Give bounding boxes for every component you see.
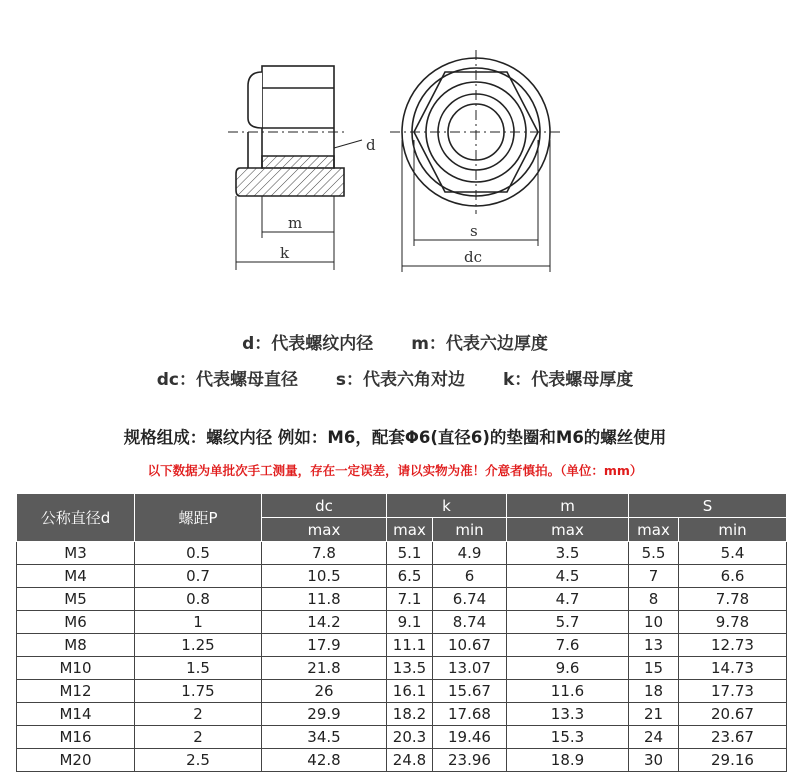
cell-s-min: 29.16: [679, 749, 787, 772]
cell-k-max: 9.1: [387, 611, 433, 634]
legend-dc: dc：代表螺母直径: [156, 370, 298, 390]
cell-k-min: 19.46: [433, 726, 507, 749]
label-k: k: [280, 244, 290, 262]
cell-s-max: 13: [629, 634, 679, 657]
cell-dc-max: 26: [262, 680, 387, 703]
cell-k-max: 24.8: [387, 749, 433, 772]
cell-m-max: 4.5: [507, 565, 629, 588]
header-k-min: min: [433, 518, 507, 542]
cell-nominal: M14: [17, 703, 135, 726]
cell-k-min: 23.96: [433, 749, 507, 772]
table-row: [17, 703, 787, 726]
cell-nominal: M16: [17, 726, 135, 749]
legend-d: d：代表螺纹内径: [242, 334, 374, 354]
cell-s-min: 12.73: [679, 634, 787, 657]
table-row: [17, 657, 787, 680]
cell-s-min: 14.73: [679, 657, 787, 680]
cell-pitch: 0.7: [135, 565, 262, 588]
cell-pitch: 1.75: [135, 680, 262, 703]
cell-s-max: 18: [629, 680, 679, 703]
cell-k-min: 10.67: [433, 634, 507, 657]
cell-s-min: 5.4: [679, 542, 787, 565]
cell-k-max: 18.2: [387, 703, 433, 726]
header-pitch: 螺距P: [135, 494, 262, 542]
cell-m-max: 15.3: [507, 726, 629, 749]
cell-k-max: 20.3: [387, 726, 433, 749]
cell-s-min: 6.6: [679, 565, 787, 588]
cell-s-max: 24: [629, 726, 679, 749]
cell-m-max: 13.3: [507, 703, 629, 726]
cell-k-min: 8.74: [433, 611, 507, 634]
label-d: d: [366, 136, 376, 154]
header-s-min: min: [679, 518, 787, 542]
cell-pitch: 2: [135, 703, 262, 726]
cell-dc-max: 11.8: [262, 588, 387, 611]
legend-s: s：代表六角对边: [335, 370, 466, 390]
cell-s-max: 7: [629, 565, 679, 588]
cell-s-max: 5.5: [629, 542, 679, 565]
legend-m: m：代表六边厚度: [411, 334, 548, 354]
cell-dc-max: 17.9: [262, 634, 387, 657]
cell-k-min: 15.67: [433, 680, 507, 703]
side-view: [228, 66, 362, 270]
cell-m-max: 3.5: [507, 542, 629, 565]
table-row: [17, 611, 787, 634]
table-row: [17, 588, 787, 611]
header-k-max: max: [387, 518, 433, 542]
table-row: [17, 726, 787, 749]
cell-k-max: 6.5: [387, 565, 433, 588]
cell-s-max: 21: [629, 703, 679, 726]
cell-pitch: 0.8: [135, 588, 262, 611]
table-body: [17, 542, 787, 772]
header-m: m: [507, 494, 629, 518]
cell-pitch: 2.5: [135, 749, 262, 772]
cell-dc-max: 10.5: [262, 565, 387, 588]
cell-s-min: 17.73: [679, 680, 787, 703]
measurement-note: 以下数据为单批次手工测量，存在一定误差，请以实物为准！介意者慎拍。（单位：mm）: [147, 463, 643, 478]
cell-k-max: 11.1: [387, 634, 433, 657]
cell-dc-max: 29.9: [262, 703, 387, 726]
cell-pitch: 1.5: [135, 657, 262, 680]
cell-pitch: 1.25: [135, 634, 262, 657]
table-row: [17, 565, 787, 588]
legend-k: k：代表螺母厚度: [502, 370, 634, 390]
table-row: [17, 749, 787, 772]
header-s-max: max: [629, 518, 679, 542]
nut-technical-drawing: [0, 0, 790, 300]
header-dc-max: max: [262, 518, 387, 542]
table-row: [17, 542, 787, 565]
cell-s-min: 20.67: [679, 703, 787, 726]
cell-s-max: 30: [629, 749, 679, 772]
cell-s-max: 15: [629, 657, 679, 680]
table-row: [17, 680, 787, 703]
cell-s-max: 10: [629, 611, 679, 634]
table-header-row-1: [17, 494, 787, 518]
header-s: S: [629, 494, 787, 518]
cell-nominal: M5: [17, 588, 135, 611]
legend-row-1: [0, 329, 790, 354]
cell-pitch: 2: [135, 726, 262, 749]
cell-nominal: M12: [17, 680, 135, 703]
label-m: m: [288, 214, 303, 232]
cell-nominal: M10: [17, 657, 135, 680]
cell-k-max: 7.1: [387, 588, 433, 611]
cell-m-max: 5.7: [507, 611, 629, 634]
cell-nominal: M8: [17, 634, 135, 657]
cell-dc-max: 7.8: [262, 542, 387, 565]
label-s: s: [470, 222, 478, 240]
cell-dc-max: 34.5: [262, 726, 387, 749]
header-dc: dc: [262, 494, 387, 518]
cell-m-max: 4.7: [507, 588, 629, 611]
cell-nominal: M20: [17, 749, 135, 772]
cell-k-min: 6: [433, 565, 507, 588]
cell-pitch: 0.5: [135, 542, 262, 565]
spec-table: [16, 493, 787, 772]
cell-m-max: 11.6: [507, 680, 629, 703]
label-dc: dc: [464, 248, 483, 266]
cell-s-min: 23.67: [679, 726, 787, 749]
cell-k-min: 13.07: [433, 657, 507, 680]
legend-row-2: [0, 365, 790, 390]
spec-composition-text: 规格组成：螺纹内径 例如：M6，配套Φ6(直径6)的垫圈和M6的螺丝使用: [123, 428, 667, 447]
cell-dc-max: 14.2: [262, 611, 387, 634]
cell-k-min: 6.74: [433, 588, 507, 611]
cell-m-max: 9.6: [507, 657, 629, 680]
cell-k-max: 5.1: [387, 542, 433, 565]
cell-nominal: M3: [17, 542, 135, 565]
cell-s-min: 7.78: [679, 588, 787, 611]
header-nominal: 公称直径d: [17, 494, 135, 542]
cell-dc-max: 21.8: [262, 657, 387, 680]
table-row: [17, 634, 787, 657]
cell-k-max: 16.1: [387, 680, 433, 703]
cell-nominal: M4: [17, 565, 135, 588]
header-k: k: [387, 494, 507, 518]
cell-nominal: M6: [17, 611, 135, 634]
cell-k-min: 17.68: [433, 703, 507, 726]
cell-pitch: 1: [135, 611, 262, 634]
cell-m-max: 7.6: [507, 634, 629, 657]
cell-k-max: 13.5: [387, 657, 433, 680]
cell-k-min: 4.9: [433, 542, 507, 565]
cell-dc-max: 42.8: [262, 749, 387, 772]
cell-m-max: 18.9: [507, 749, 629, 772]
header-m-max: max: [507, 518, 629, 542]
cell-s-min: 9.78: [679, 611, 787, 634]
cell-s-max: 8: [629, 588, 679, 611]
